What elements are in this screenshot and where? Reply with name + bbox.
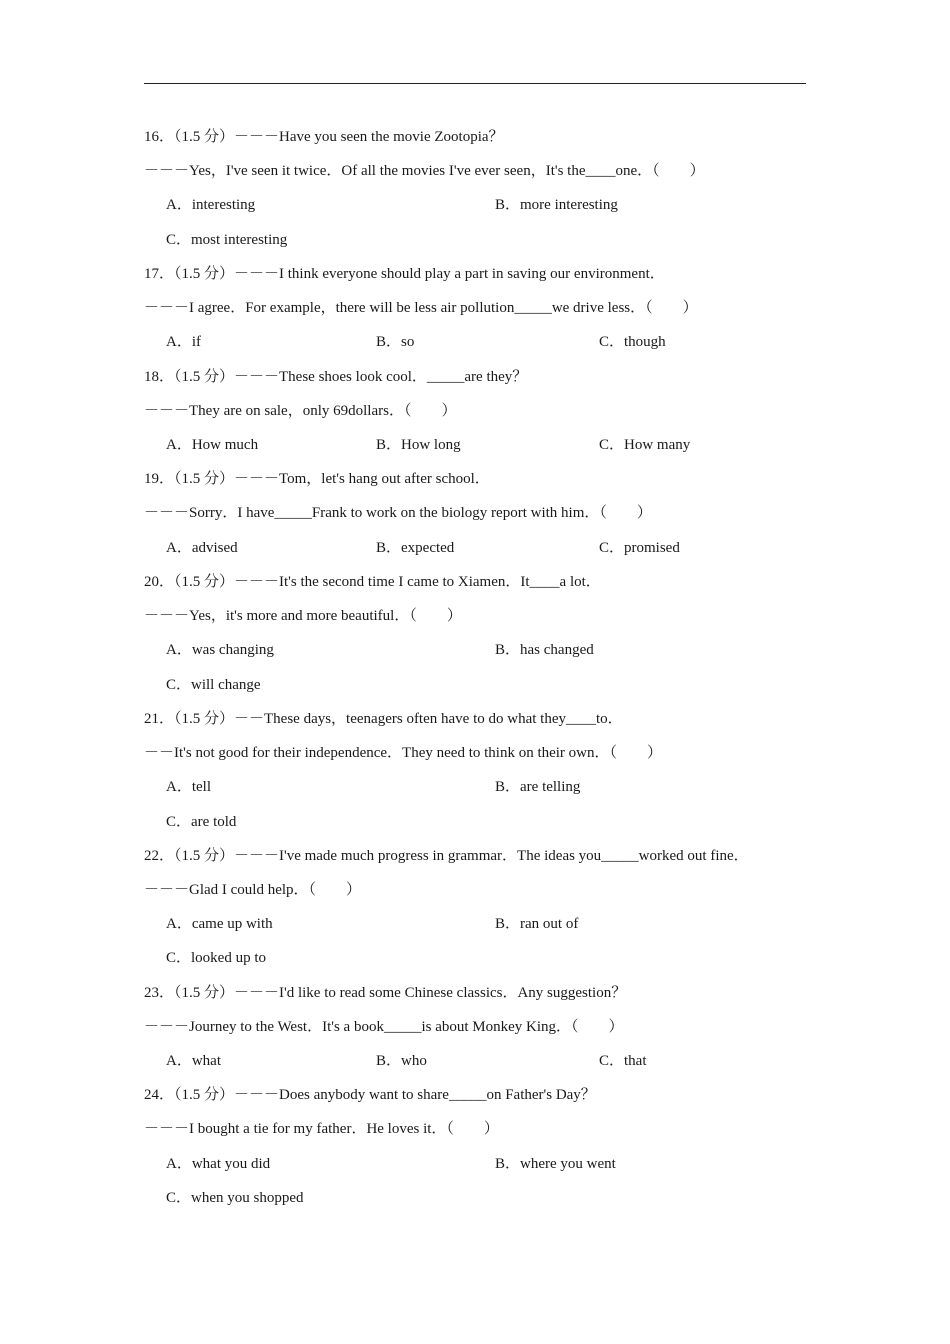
question-23-option-c[interactable]: C．that — [599, 1053, 647, 1069]
question-19-option-c[interactable]: C．promised — [599, 540, 680, 556]
question-22-option-b[interactable]: B．ran out of — [495, 916, 579, 932]
question-17-option-a[interactable]: A．if — [166, 334, 201, 350]
question-24-option-c[interactable]: C．when you shopped — [166, 1190, 304, 1206]
question-20-option-c[interactable]: C．will change — [166, 677, 261, 693]
question-18-stem: 18．（1.5 分）－－－These shoes look cool．_____are they？ — [144, 369, 528, 385]
question-19-option-a[interactable]: A．advised — [166, 540, 238, 556]
question-21-reply: －－It's not good for their independence．They need to think on their own．（ ） — [144, 745, 663, 761]
question-18-option-b[interactable]: B．How long — [376, 437, 461, 453]
question-23-reply: －－－Journey to the West．It's a book_____is about Monkey King．（ ） — [144, 1019, 624, 1035]
question-18-option-a[interactable]: A．How much — [166, 437, 259, 453]
question-23-option-a[interactable]: A．what — [166, 1053, 221, 1069]
question-24-option-a[interactable]: A．what you did — [166, 1156, 271, 1172]
question-23-option-b[interactable]: B．who — [376, 1053, 427, 1069]
question-23-stem: 23．（1.5 分）－－－I'd like to read some Chinese classics．Any suggestion？ — [144, 985, 627, 1001]
question-17-option-b[interactable]: B．so — [376, 334, 415, 350]
question-16-option-c[interactable]: C．most interesting — [166, 232, 288, 248]
question-21-option-a[interactable]: A．tell — [166, 779, 211, 795]
question-21-option-b[interactable]: B．are telling — [495, 779, 581, 795]
question-20-stem: 20．（1.5 分）－－－It's the second time I came to Xiamen．It____a lot． — [144, 574, 601, 590]
question-24-reply: －－－I bought a tie for my father．He loves it．（ ） — [144, 1121, 499, 1137]
question-17-reply: －－－I agree．For example，there will be less air pollution_____we drive less．（ ） — [144, 300, 698, 316]
question-16-reply: －－－Yes，I've seen it twice．Of all the movies I've ever seen，It's the____one．（ ） — [144, 163, 705, 179]
question-22-reply: －－－Glad I could help．（ ） — [144, 882, 362, 898]
question-22-stem: 22．（1.5 分）－－－I've made much progress in grammar．The ideas you_____worked out fine． — [144, 848, 749, 864]
question-18-option-c[interactable]: C．How many — [599, 437, 691, 453]
question-19-stem: 19．（1.5 分）－－－Tom，let's hang out after school． — [144, 471, 490, 487]
question-16-option-a[interactable]: A．interesting — [166, 197, 256, 213]
question-21-option-c[interactable]: C．are told — [166, 814, 237, 830]
question-16-option-b[interactable]: B．more interesting — [495, 197, 618, 213]
question-17-stem: 17．（1.5 分）－－－I think everyone should play a part in saving our environment． — [144, 266, 665, 282]
question-24-option-b[interactable]: B．where you went — [495, 1156, 616, 1172]
header-rule — [144, 83, 806, 84]
question-24-stem: 24．（1.5 分）－－－Does anybody want to share_____on Father's Day？ — [144, 1087, 596, 1103]
question-16-stem: 16．（1.5 分）－－－Have you seen the movie Zootopia？ — [144, 129, 504, 145]
question-18-reply: －－－They are on sale，only 69dollars．（ ） — [144, 403, 457, 419]
question-20-reply: －－－Yes，it's more and more beautiful．（ ） — [144, 608, 462, 624]
question-22-option-a[interactable]: A．came up with — [166, 916, 273, 932]
question-20-option-b[interactable]: B．has changed — [495, 642, 594, 658]
question-19-option-b[interactable]: B．expected — [376, 540, 455, 556]
question-21-stem: 21．（1.5 分）－－These days，teenagers often have to do what they____to． — [144, 711, 623, 727]
question-19-reply: －－－Sorry．I have_____Frank to work on the biology report with him．（ ） — [144, 505, 652, 521]
question-17-option-c[interactable]: C．though — [599, 334, 666, 350]
question-20-option-a[interactable]: A．was changing — [166, 642, 274, 658]
question-22-option-c[interactable]: C．looked up to — [166, 950, 266, 966]
